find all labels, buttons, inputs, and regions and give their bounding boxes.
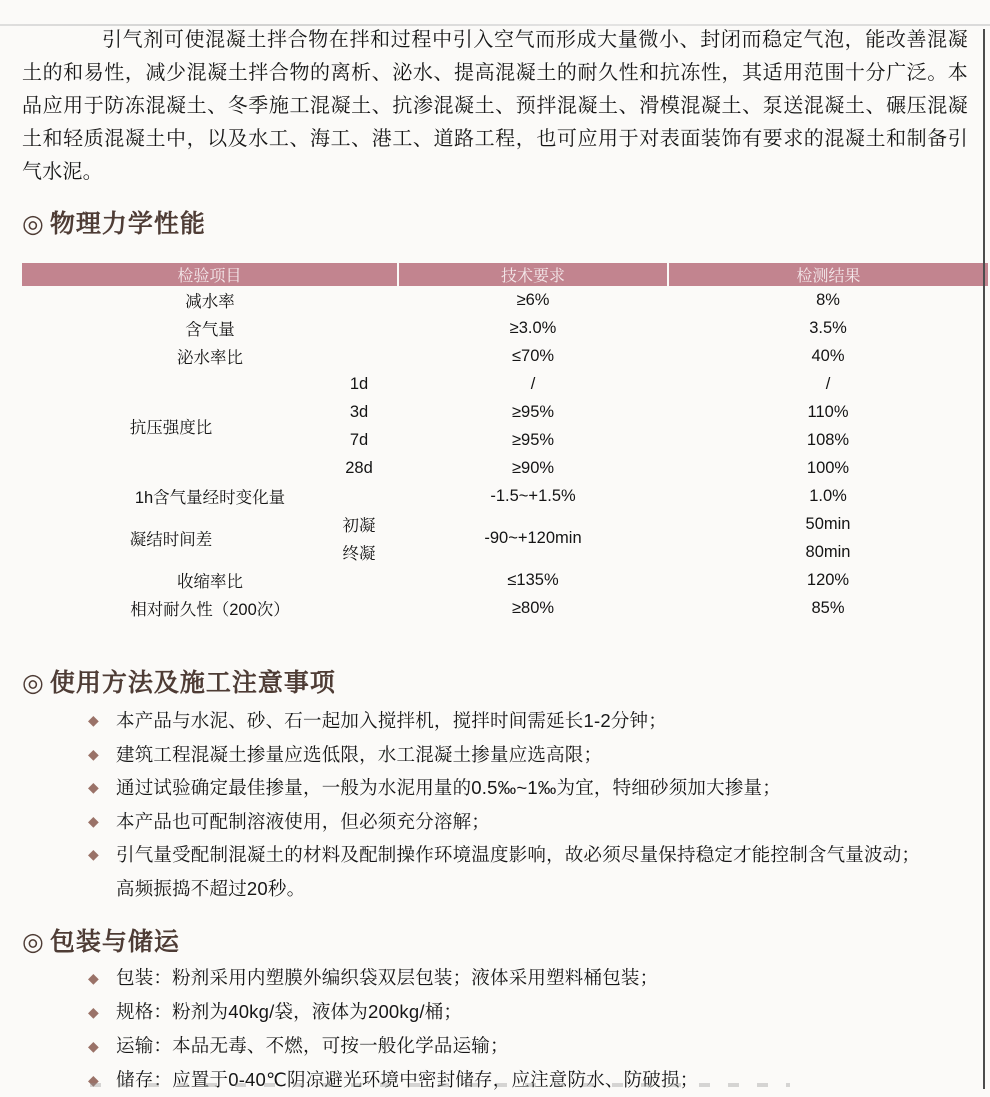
bullet-diamond-icon: ◆: [88, 1004, 99, 1020]
section-title-text: 使用方法及施工注意事项: [49, 669, 336, 697]
bullet-text: 包装：粉剂采用内塑膜外编织袋双层包装；液体采用塑料桶包装；: [116, 967, 659, 988]
cell-item: 收缩率比: [177, 573, 243, 591]
usage-list: [88, 704, 950, 905]
cell-requirement: /: [530, 374, 536, 393]
list-item: [88, 961, 950, 995]
cell-requirement: ≥95%: [511, 430, 555, 449]
bullet-text: 通过试验确定最佳掺量，一般为水泥用量的0.5‰~1‰为宜，特细砂须加大掺量；: [116, 777, 781, 798]
bullet-text: 规格：粉剂为40kg/袋，液体为200kg/桶；: [116, 1001, 463, 1022]
table-row: [22, 510, 988, 538]
col-header-inspection-item: 检验项目: [22, 263, 398, 286]
cell-requirement: -1.5~+1.5%: [490, 486, 576, 505]
truncated-bottom-line: [90, 1083, 790, 1087]
bullet-diamond-icon: ◆: [88, 812, 99, 829]
cell-item: 泌水率比: [177, 349, 243, 367]
cell-item: 相对耐久性（200次）: [130, 601, 290, 619]
cell-sub-age: 3d: [349, 402, 369, 421]
cell-sub-stage: 初凝: [342, 517, 376, 535]
bullet-text: 本产品也可配制溶液使用，但必须充分溶解；: [116, 810, 491, 832]
cell-item-compressive-strength-ratio: 抗压强度比: [129, 419, 213, 437]
col-header-test-result: 检测结果: [668, 263, 988, 286]
cell-requirement: ≤135%: [507, 570, 559, 589]
bullet-diamond-icon: ◆: [88, 1072, 99, 1088]
cell-item: 1h含气量经时变化量: [134, 489, 286, 507]
list-item: [88, 738, 950, 772]
bullet-diamond-icon: ◆: [88, 1038, 99, 1054]
bullet-diamond-icon: ◆: [88, 712, 99, 728]
table-row: [22, 370, 988, 398]
physical-properties-table: [22, 263, 988, 622]
list-item: [88, 995, 950, 1029]
section-marker-icon: ◎: [22, 669, 45, 697]
bullet-text-continued: 高频振捣不超过20秒。: [116, 877, 306, 899]
cell-sub-age: 7d: [349, 430, 369, 449]
bullet-text: 引气量受配制混凝土的材料及配制操作环境温度影响，故必须尽量保持稳定才能控制含气量波动；: [116, 844, 921, 865]
section-marker-icon: ◎: [22, 210, 45, 238]
cell-requirement: ≥6%: [516, 290, 550, 309]
cell-sub-stage: 终凝: [342, 545, 376, 563]
cell-result: 110%: [807, 402, 849, 421]
list-item: [88, 1063, 950, 1097]
section-title-usage-instructions: [22, 668, 990, 698]
table-row: [22, 286, 988, 314]
scan-edge-right: [983, 29, 985, 1089]
cell-requirement: ≥3.0%: [509, 318, 557, 337]
table-row: [22, 566, 988, 594]
cell-requirement: ≥80%: [511, 598, 555, 617]
cell-item: 含气量: [185, 321, 235, 339]
cell-sub-age: 28d: [345, 458, 373, 477]
cell-sub-age: 1d: [349, 374, 369, 393]
cell-item: 减水率: [185, 293, 235, 311]
packaging-list: [88, 961, 950, 1097]
cell-requirement: ≤70%: [511, 346, 555, 365]
cell-requirement: ≥90%: [511, 458, 555, 477]
section-marker-icon: ◎: [22, 928, 45, 956]
list-item: [88, 771, 950, 805]
section-title-text: 物理力学性能: [49, 210, 206, 238]
section-title-physical-properties: [22, 209, 990, 239]
col-header-technical-requirement: 技术要求: [398, 263, 668, 286]
list-item: [88, 838, 950, 905]
scan-edge-top: [0, 24, 990, 26]
cell-result: 50min: [805, 514, 851, 533]
cell-result: 100%: [806, 458, 850, 477]
cell-result: 80min: [805, 542, 851, 561]
bullet-diamond-icon: ◆: [88, 846, 99, 862]
table-row: [22, 342, 988, 370]
bullet-diamond-icon: ◆: [88, 745, 99, 762]
cell-result: 85%: [811, 598, 845, 617]
cell-result: 120%: [806, 570, 850, 589]
cell-item-setting-time-difference: 凝结时间差: [129, 531, 213, 549]
table-row: [22, 482, 988, 510]
bullet-diamond-icon: ◆: [88, 779, 99, 795]
table-row: [22, 314, 988, 342]
cell-result: 3.5%: [809, 318, 847, 337]
bullet-text: 储存：应置于0-40℃阴凉避光环境中密封储存，应注意防水、防破损；: [116, 1069, 699, 1090]
cell-result: 108%: [806, 430, 850, 449]
list-item: [88, 704, 950, 738]
table-header-row: [22, 263, 988, 286]
intro-paragraph: 引气剂可使混凝土拌合物在拌和过程中引入空气而形成大量微小、封闭而稳定气泡，能改善混凝土的和易性，减少混凝土拌合物的离析、泌水、提高混凝土的耐久性和抗冻性，其适用范围十分广泛。本品应用于防冻混凝土、冬季施工混凝土、抗渗混凝土、预拌混凝土、滑模混凝土、泵送混凝土、碾压混凝土和轻质混凝土中，以及水工、海工、港工、道路工程，也可应用于对表面装饰有要求的混凝土和制备引气水泥。: [22, 29, 968, 183]
bullet-text: 运输：本品无毒、不燃，可按一般化学品运输；: [116, 1035, 509, 1056]
bullet-text: 建筑工程混凝土掺量应选低限，水工混凝土掺量应选高限；: [116, 743, 603, 765]
table-row: [22, 594, 988, 622]
bullet-diamond-icon: ◆: [88, 970, 99, 986]
cell-requirement: ≥95%: [511, 402, 555, 421]
list-item: [88, 1029, 950, 1063]
cell-result: 40%: [811, 346, 845, 365]
section-title-packaging-storage: [22, 927, 990, 957]
cell-result: 8%: [816, 290, 840, 309]
cell-result: /: [825, 374, 831, 393]
list-item: [88, 805, 950, 839]
cell-requirement: -90~+120min: [484, 528, 582, 547]
section-title-text: 包装与储运: [49, 928, 180, 956]
bullet-text: 本产品与水泥、砂、石一起加入搅拌机，搅拌时间需延长1-2分钟；: [116, 710, 667, 731]
cell-result: 1.0%: [809, 486, 847, 505]
